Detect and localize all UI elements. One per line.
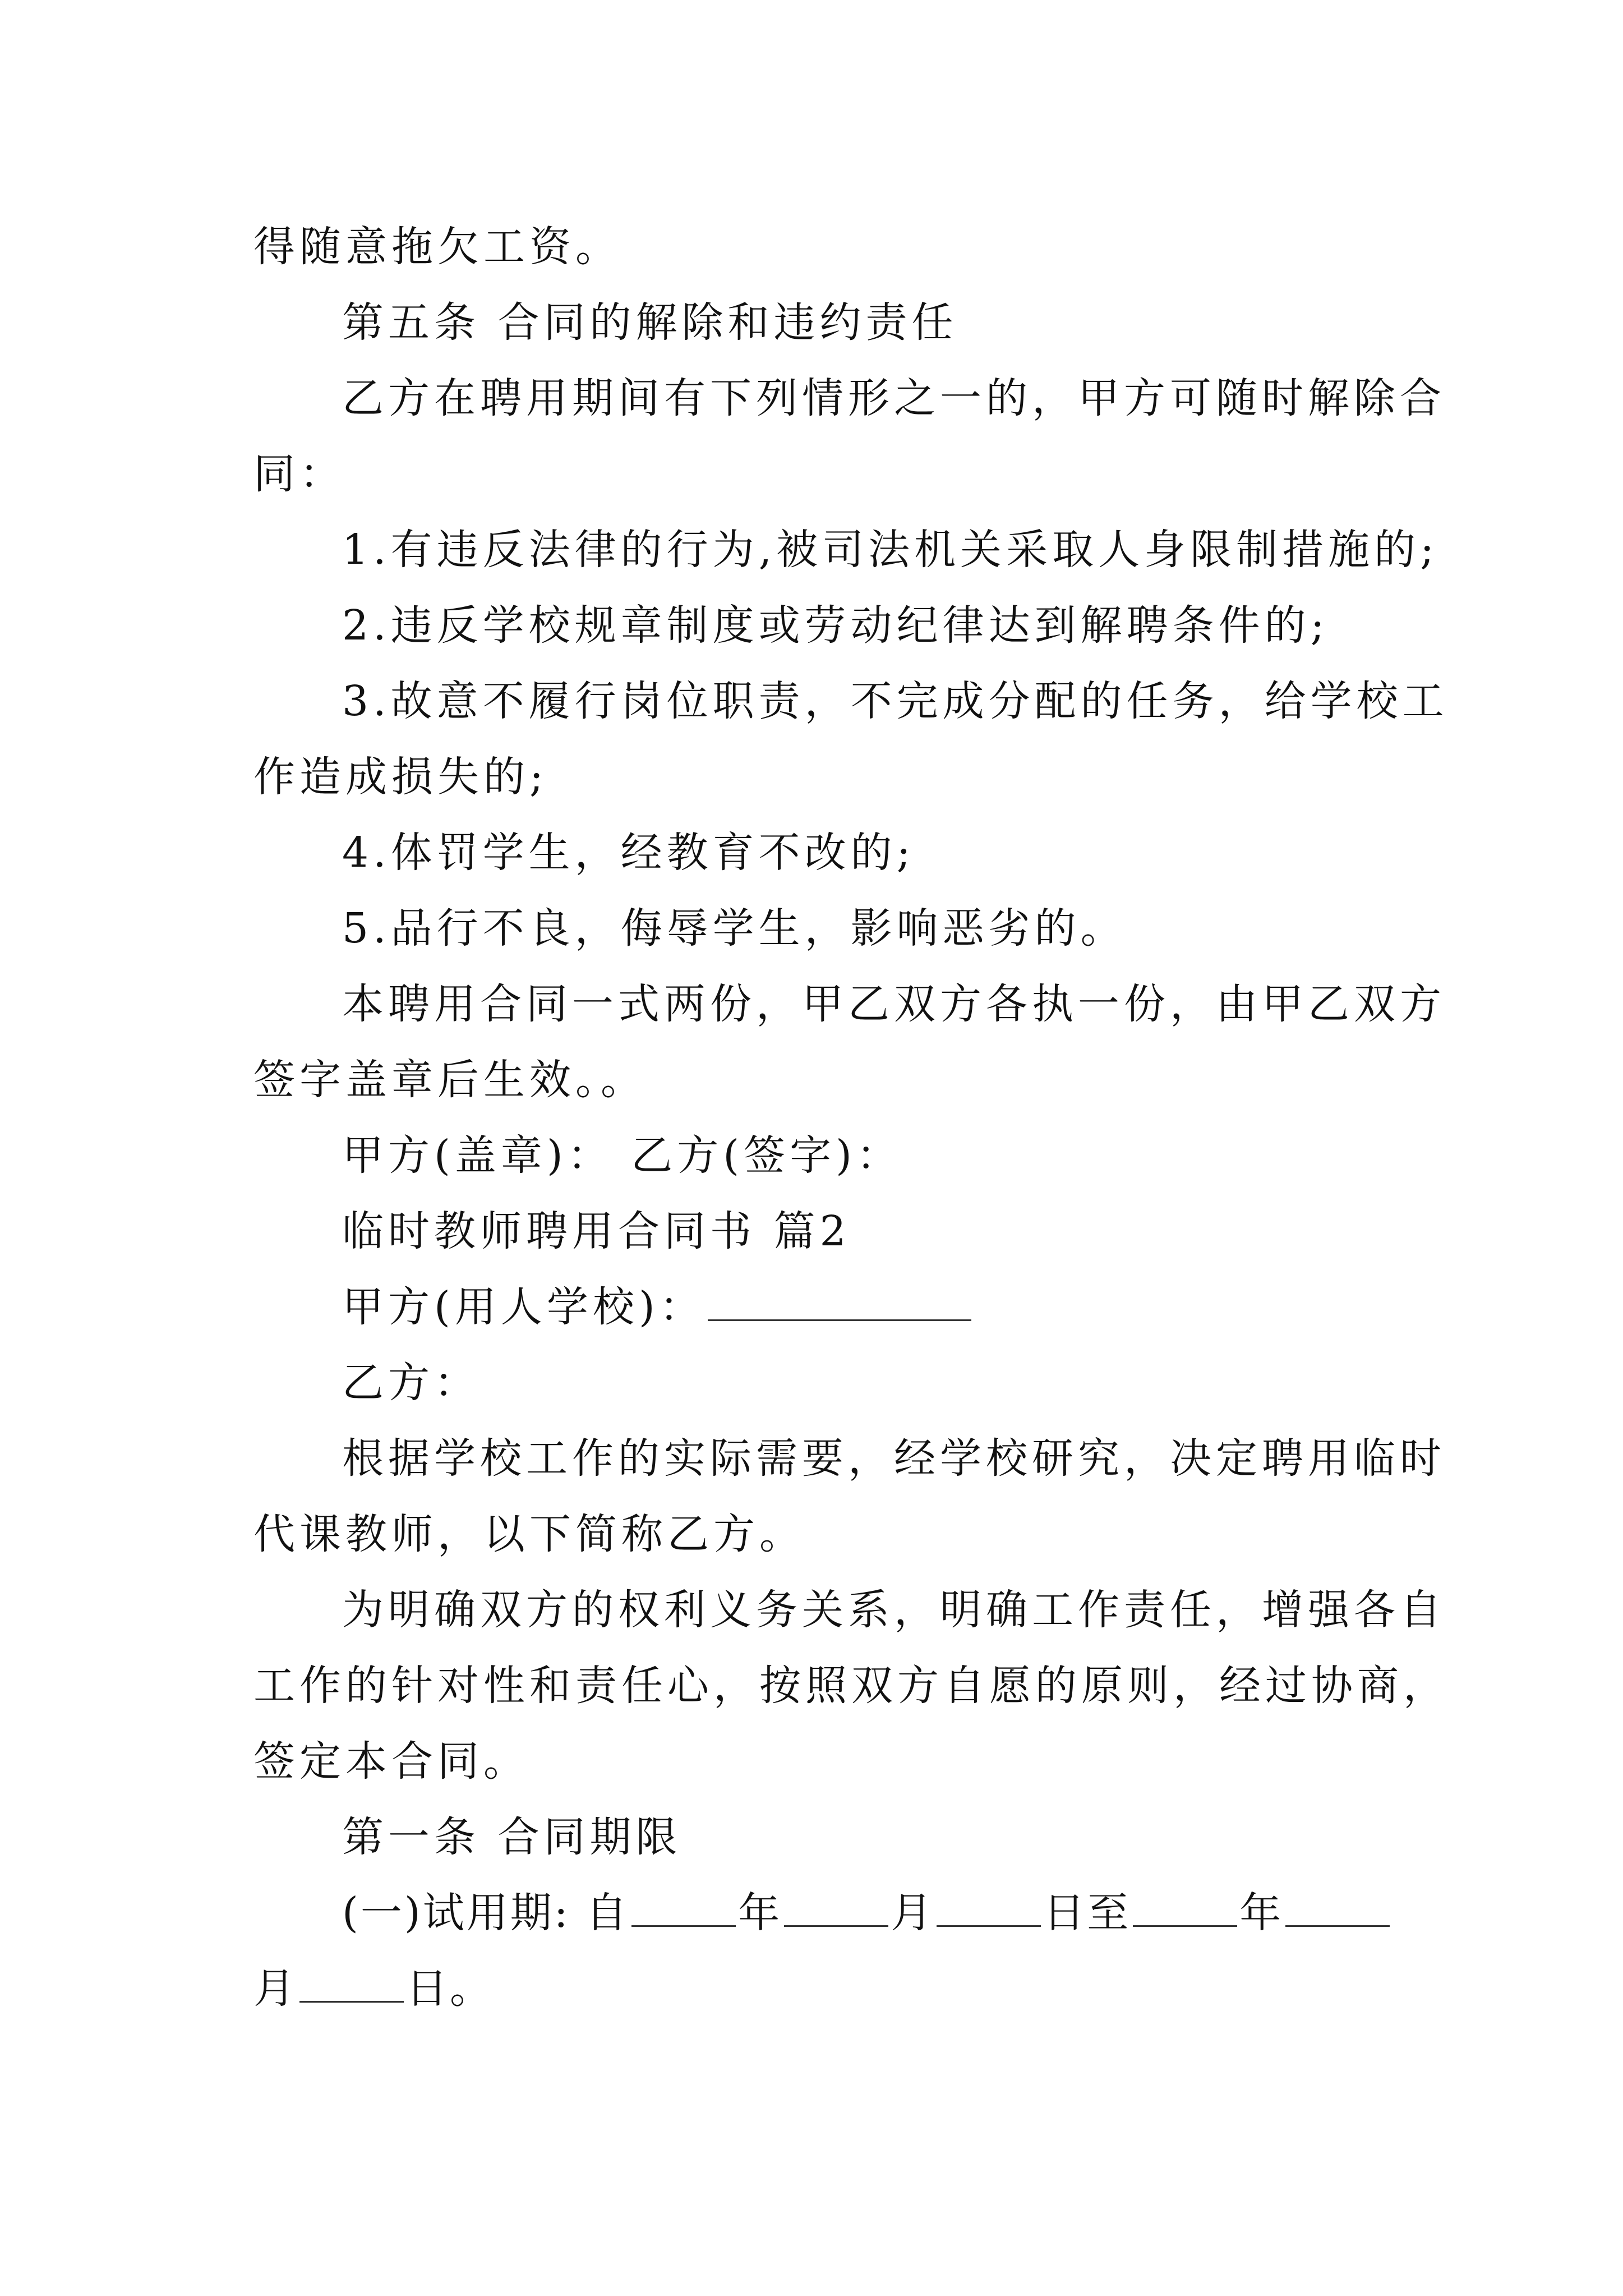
trial-month-label: 月 [253,1964,297,2013]
paragraph-line: 乙方在聘用期间有下列情形之一的，甲方可随时解除合 [342,374,1446,422]
paragraph-line: 根据学校工作的实际需要，经学校研究，决定聘用临时 [342,1434,1446,1483]
list-item: 2.违反学校规章制度或劳动纪律达到解聘条件的; [342,601,1329,650]
date-blank [1133,1886,1237,1927]
trial-month-label: 月 [891,1889,935,1937]
date-blank [1285,1886,1390,1927]
list-item-continuation: 作造成损失的; [253,753,548,801]
paragraph-line: 签定本合同。 [253,1737,529,1786]
section-heading: 第一条 合同期限 [342,1813,682,1861]
party-a-blank [708,1280,971,1321]
date-blank [631,1886,736,1927]
date-blank [784,1886,888,1927]
list-item: 4.体罚学生，经教育不改的; [342,829,915,877]
paragraph-line: 工作的针对性和责任心，按照双方自愿的原则，经过协商， [253,1662,1449,1710]
party-a-line [342,1276,974,1338]
paragraph-line: 得随意拖欠工资。 [253,223,621,271]
trial-day-label: 日。 [406,1964,494,2013]
paragraph-line: 为明确双方的权利义务关系，明确工作责任，增强各自 [342,1586,1446,1634]
paragraph-line: 本聘用合同一式两份，甲乙双方各执一份，由甲乙双方 [342,980,1446,1028]
date-blank [937,1886,1041,1927]
trial-day-label: 日至 [1043,1889,1131,1937]
list-item: 3.故意不履行岗位职责，不完成分配的任务，给学校工 [342,677,1449,725]
date-blank [299,1962,404,2003]
trial-period-line-continuation [253,1958,494,2019]
trial-period-line [342,1882,1392,1944]
contract-title: 临时教师聘用合同书 篇2 [342,1207,851,1255]
trial-year-label: 年 [1239,1889,1284,1937]
trial-period-prefix: (一)试用期: 自 [342,1889,630,1937]
signature-line: 甲方(盖章)： 乙方(签字)： [342,1131,903,1180]
party-a-label: 甲方(用人学校)： [342,1283,706,1331]
paragraph-line: 代课教师，以下简称乙方。 [253,1510,805,1558]
paragraph-line: 同： [253,450,345,498]
list-item: 5.品行不良，侮辱学生，影响恶劣的。 [342,904,1127,953]
list-item: 1.有违反法律的行为,被司法机关采取人身限制措施的; [342,526,1439,574]
trial-year-label: 年 [738,1889,782,1937]
section-heading: 第五条 合同的解除和违约责任 [342,298,958,347]
paragraph-line: 签字盖章后生效。。 [253,1056,647,1104]
party-b-line: 乙方： [342,1359,480,1407]
